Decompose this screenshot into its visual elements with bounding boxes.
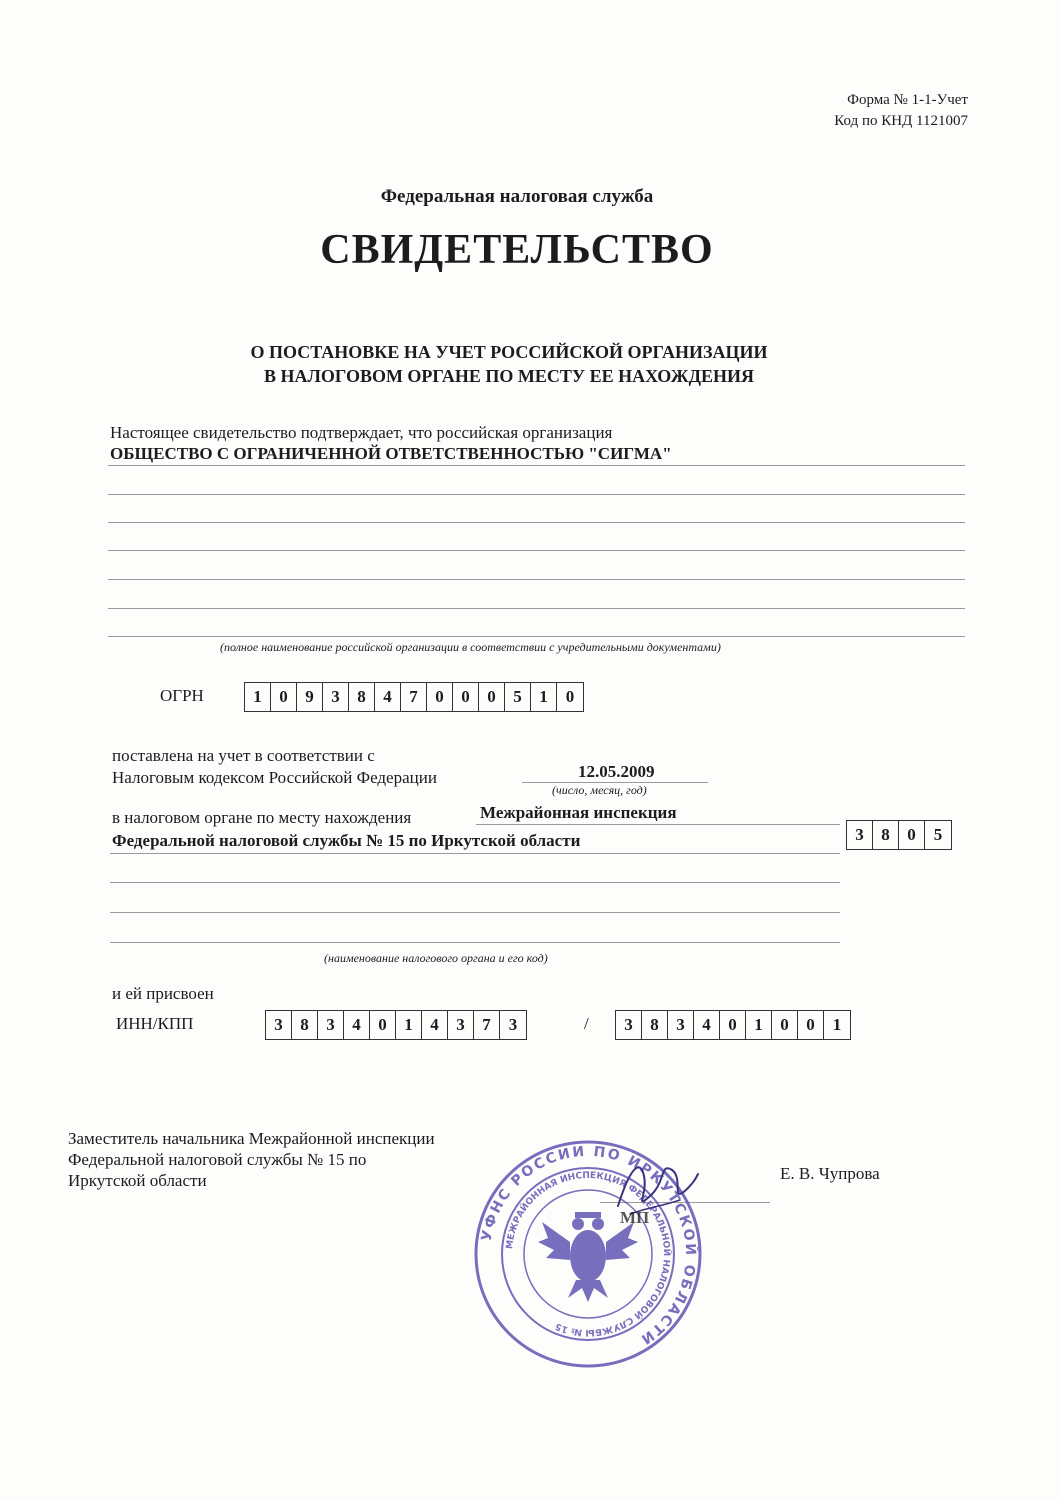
registration-date: 12.05.2009: [578, 762, 655, 781]
organization-name: ОБЩЕСТВО С ОГРАНИЧЕННОЙ ОТВЕТСТВЕННОСТЬЮ "СИГМА": [110, 444, 672, 463]
digit-cell: 9: [297, 683, 323, 711]
digit-cell: 8: [873, 821, 899, 849]
form-number: Форма № 1-1-Учет: [847, 92, 968, 108]
digit-cell: 3: [508, 1015, 518, 1034]
digit-cell: 3: [847, 821, 873, 849]
digit-cell: 8: [642, 1011, 668, 1039]
tax-office-code-cells: [846, 820, 952, 850]
digit-cell: 0: [720, 1011, 746, 1039]
digit-cell: 0: [772, 1011, 798, 1039]
intro-text: Настоящее свидетельство подтверждает, что российская организация: [110, 423, 613, 442]
digit-cell: 0: [453, 683, 479, 711]
digit-cell: 0: [798, 1011, 824, 1039]
ogrn-cells: [244, 682, 584, 712]
seal-inner-text: МЕЖРАЙОННАЯ ИНСПЕКЦИЯ ФЕДЕРАЛЬНОЙ НАЛОГОВОЙ СЛУЖБЫ № 15: [505, 1170, 672, 1338]
digit-cell: 1: [531, 683, 557, 711]
org-line-4: [108, 550, 965, 551]
registration-line-1: поставлена на учет в соответствии с: [112, 746, 375, 765]
digit-cell: 0: [370, 1011, 396, 1039]
digit-cell: 3: [668, 1011, 694, 1039]
tax-office-line-1: [476, 824, 840, 825]
digit-cell: 5: [505, 683, 531, 711]
position-line-2: Федеральной налоговой службы № 15 по: [68, 1150, 367, 1169]
digit-cell: 7: [474, 1011, 500, 1039]
assigned-label: и ей присвоен: [112, 984, 214, 1003]
tax-office-prefix: в налоговом органе по месту нахождения: [112, 808, 412, 827]
digit-cell: 1: [746, 1011, 772, 1039]
position-line-1: Заместитель начальника Межрайонной инспекции: [68, 1129, 435, 1148]
digit-cell: 3: [616, 1011, 642, 1039]
document-subtitle: [0, 340, 1018, 388]
tax-office-caption: (наименование налогового органа и его код): [324, 951, 548, 965]
digit-cell: 4: [694, 1011, 720, 1039]
kpp-cells: [615, 1010, 851, 1040]
digit-cell: 1: [396, 1011, 422, 1039]
org-line-5: [108, 579, 965, 580]
inn-kpp-separator: /: [584, 1014, 589, 1033]
digit-cell: 1: [245, 683, 271, 711]
digit-cell: 5: [933, 825, 943, 844]
tax-office-line-3: [110, 882, 840, 883]
org-line-1: [108, 465, 965, 466]
digit-cell: 3: [318, 1011, 344, 1039]
org-line-3: [108, 522, 965, 523]
digit-cell: 8: [292, 1011, 318, 1039]
digit-cell: 0: [271, 683, 297, 711]
digit-cell: 0: [899, 821, 925, 849]
tax-office-line-2: [110, 853, 840, 854]
signatory-name: Е. В. Чупрова: [780, 1164, 880, 1183]
tax-office-name-1: Межрайонная инспекция: [480, 803, 677, 822]
position-line-3: Иркутской области: [68, 1171, 207, 1190]
digit-cell: 4: [344, 1011, 370, 1039]
seal-outer-text: УФНС РОССИИ ПО ИРКУТСКОЙ ОБЛАСТИ: [478, 1143, 699, 1348]
subtitle-line-2: В НАЛОГОВОМ ОРГАНЕ ПО МЕСТУ ЕЕ НАХОЖДЕНИЯ: [264, 366, 754, 386]
organization-caption: (полное наименование российской организации в соответствии с учредительными документами): [220, 640, 721, 654]
date-caption: (число, месяц, год): [552, 783, 647, 797]
digit-cell: 3: [448, 1011, 474, 1039]
digit-cell: 0: [427, 683, 453, 711]
org-line-7: [108, 636, 965, 637]
digit-cell: 4: [375, 683, 401, 711]
document-title: СВИДЕТЕЛЬСТВО: [320, 227, 714, 273]
ogrn-label: ОГРН: [160, 686, 204, 705]
inn-kpp-label: ИНН/КПП: [116, 1014, 194, 1033]
form-code-block: [834, 90, 968, 132]
digit-cell: 0: [479, 683, 505, 711]
signatory-position: [68, 1128, 435, 1191]
tax-office-line-5: [110, 942, 840, 943]
tax-office-name-2: Федеральной налоговой службы № 15 по Иркутской области: [112, 831, 581, 850]
digit-cell: 3: [323, 683, 349, 711]
tax-office-line-4: [110, 912, 840, 913]
org-line-6: [108, 608, 965, 609]
digit-cell: 0: [565, 687, 575, 706]
digit-cell: 1: [832, 1015, 842, 1034]
digit-cell: 4: [422, 1011, 448, 1039]
subtitle-line-1: О ПОСТАНОВКЕ НА УЧЕТ РОССИЙСКОЙ ОРГАНИЗАЦИИ: [250, 342, 768, 362]
digit-cell: 8: [349, 683, 375, 711]
seal-mark: МП: [620, 1208, 650, 1227]
org-line-2: [108, 494, 965, 495]
knd-code: Код по КНД 1121007: [834, 113, 968, 129]
digit-cell: 3: [266, 1011, 292, 1039]
registration-line-2: Налоговым кодексом Российской Федерации: [112, 768, 437, 787]
authority-name: Федеральная налоговая служба: [380, 186, 654, 207]
inn-cells: [265, 1010, 527, 1040]
digit-cell: 7: [401, 683, 427, 711]
